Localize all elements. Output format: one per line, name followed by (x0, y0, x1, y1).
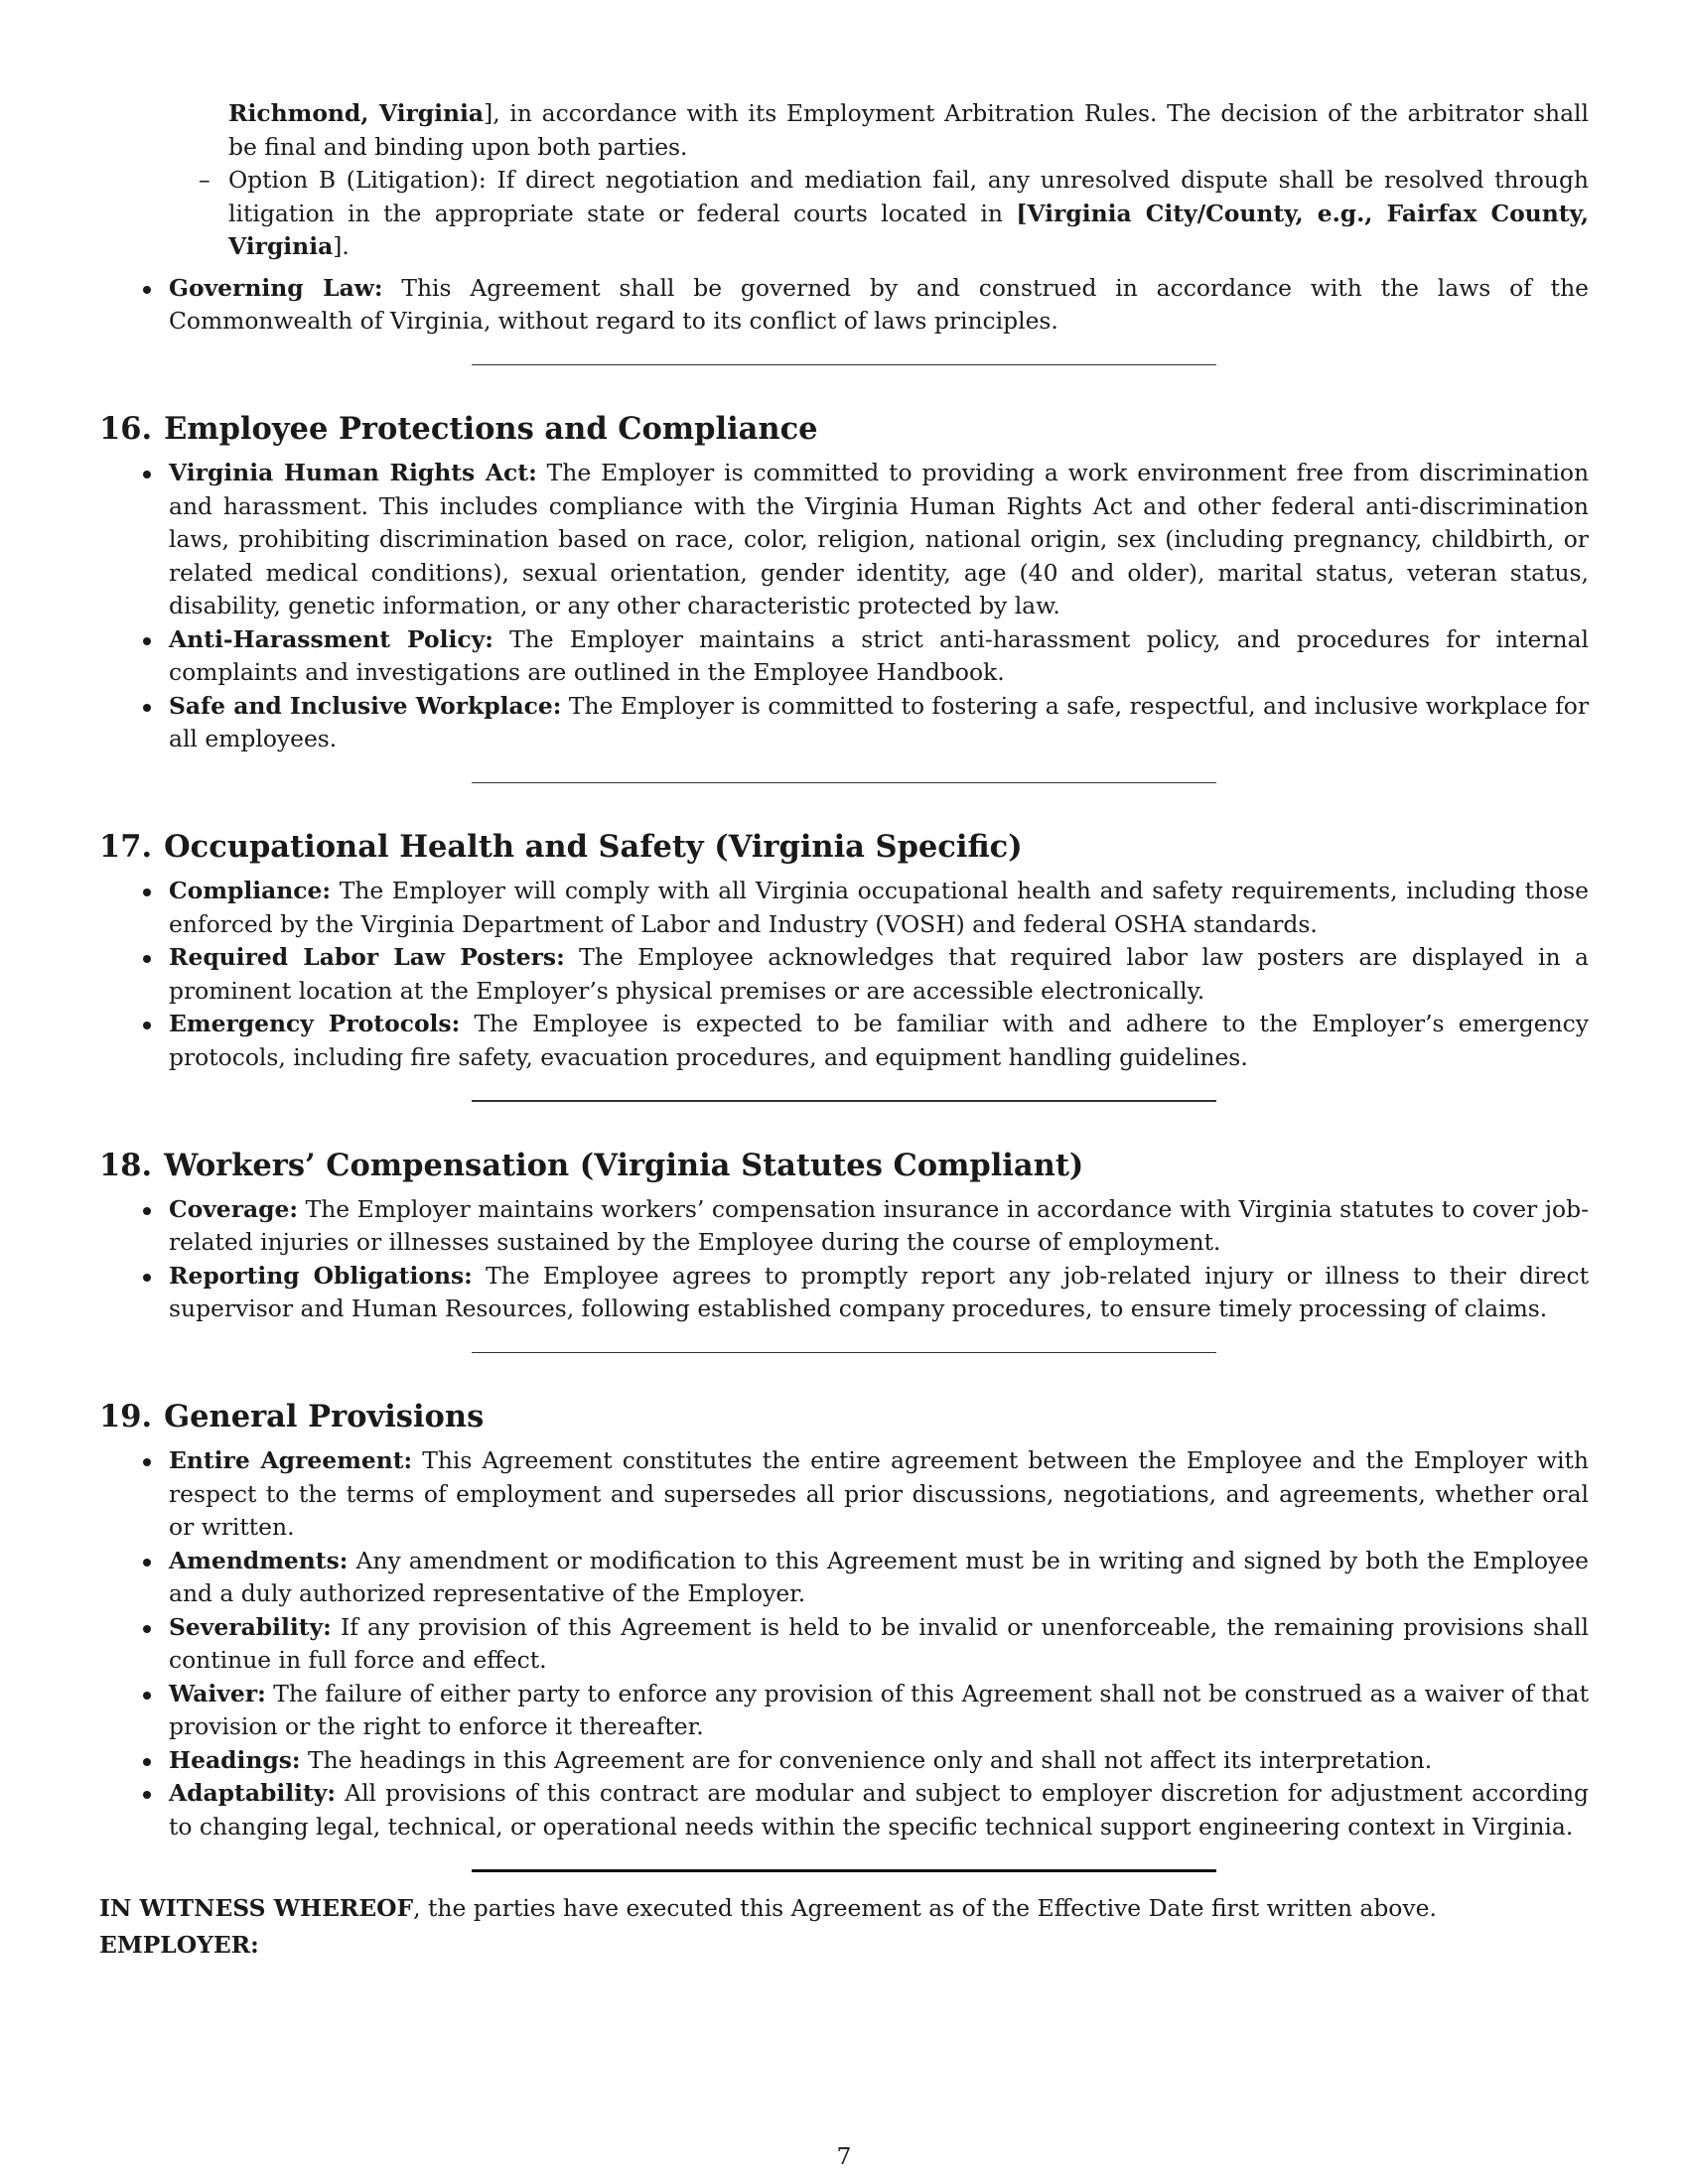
bullet-icon (143, 1274, 151, 1282)
bullet-icon (143, 1022, 151, 1029)
dash-marker: – (199, 166, 211, 194)
section-17-list (99, 875, 1589, 1074)
list-item: Virginia Human Rights Act: The Employer is committed to providing a work environment free from discrimination and harassment. This includes compliance with the Virginia Human Rights Act and other federal anti-discrimination laws, prohibiting discrimination based on race, color, religion, national origin, sex (including pregnancy, childbirth, or related medical conditions), sexual orientation, gender identity, age (40 and older), marital status, veteran status, disability, genetic information, or any other characteristic protected by law. (169, 457, 1589, 623)
page-number: 7 (836, 2142, 852, 2170)
section-heading-16: 16. Employee Protections and Compliance (99, 411, 818, 447)
list-item: Amendments: Any amendment or modification to this Agreement must be in writing and signed by both the Employee and a duly authorized representative of the Employer. (169, 1545, 1589, 1611)
governing-law-item (169, 272, 1589, 339)
list-item: Adaptability: All provisions of this contract are modular and subject to employer discretion for adjustment according to changing legal, technical, or operational needs within the specific technical support engineering context in Virginia. (169, 1777, 1589, 1843)
section-19-list (99, 1444, 1589, 1843)
employer-label: EMPLOYER: (99, 1931, 259, 1959)
section-heading-19: 19. General Provisions (99, 1399, 485, 1434)
list-item: Anti-Harassment Policy: The Employer maintains a strict anti-harassment policy, and procedures for internal complaints and investigations are outlined in the Employee Handbook. (169, 623, 1589, 690)
governing-law-list (99, 272, 1589, 339)
list-item: Severability: If any provision of this Agreement is held to be invalid or unenforceable, the remaining provisions shall continue in full force and effect. (169, 1611, 1589, 1678)
witness-statement (99, 1892, 1589, 1926)
witness-text: , the parties have executed this Agreement as of the Effective Date first written above. (413, 1893, 1437, 1922)
bullet-icon (143, 888, 151, 896)
option-a-text: ], in accordance with its Employment Arbitration Rules. The decision of the arbitrator shall be final and binding upon both parties. (228, 99, 1589, 161)
section-heading-18: 18. Workers’ Compensation (Virginia Statutes Compliant) (99, 1147, 1084, 1183)
bullet-icon (143, 637, 151, 645)
list-item: Waiver: The failure of either party to enforce any provision of this Agreement shall not be construed as a waiver of that provision or the right to enforce it thereafter. (169, 1678, 1589, 1744)
bullet-icon (143, 1207, 151, 1215)
option-b-end: ]. (333, 232, 350, 260)
list-item: Required Labor Law Posters: The Employee acknowledges that required labor law posters are displayed in a prominent location at the Employer’s physical premises or are accessible electronically. (169, 941, 1589, 1008)
governing-law-label: Governing Law: (169, 273, 383, 302)
bullet-icon (143, 955, 151, 963)
option-a-continuation (99, 97, 1589, 164)
list-item: Compliance: The Employer will comply with all Virginia occupational health and safety requirements, including those enforced by the Virginia Department of Labor and Industry (VOSH) and federal OSHA standards. (169, 875, 1589, 941)
document-page (99, 97, 1589, 1963)
section-16-list (99, 457, 1589, 756)
bullet-icon (143, 1625, 151, 1633)
governing-law-text: This Agreement shall be governed by and construed in accordance with the laws of the Commonwealth of Virginia, without regard to its conflict of laws principles. (169, 273, 1589, 335)
option-b-item (199, 164, 1589, 264)
list-item: Reporting Obligations: The Employee agrees to promptly report any job-related injury or illness to their direct supervisor and Human Resources, following established company procedures, to ensure timely processing of claims. (169, 1260, 1589, 1326)
bullet-icon (143, 1692, 151, 1700)
option-b-text: Option B (Litigation): If direct negotiation and mediation fail, any unresolved dispute shall be resolved through litigation in the appropriate state or federal courts located in (228, 166, 1589, 227)
list-item: Coverage: The Employer maintains workers’ compensation insurance in accordance with Virginia statutes to cover job-related injuries or illnesses sustained by the Employee during the course of employment. (169, 1193, 1589, 1260)
bullet-icon (143, 471, 151, 478)
bullet-icon (143, 1791, 151, 1799)
option-list (99, 164, 1589, 264)
witness-bold: IN WITNESS WHEREOF (99, 1893, 414, 1922)
section-18-list (99, 1193, 1589, 1326)
bullet-icon (143, 1559, 151, 1567)
bullet-icon (143, 704, 151, 712)
list-item: Headings: The headings in this Agreement are for convenience only and shall not affect its interpretation. (169, 1744, 1589, 1778)
list-item: Safe and Inclusive Workplace: The Employer is committed to fostering a safe, respectful, and inclusive workplace for all employees. (169, 690, 1589, 756)
option-b-venue: [Virginia City/County, e.g., Fairfax County, Virginia (228, 199, 1589, 260)
bullet-icon (143, 1458, 151, 1466)
bullet-icon (143, 286, 151, 294)
list-item: Entire Agreement: This Agreement constitutes the entire agreement between the Employee and the Employer with respect to the terms of employment and supersedes all prior discussions, negotiations, and agreements, whether oral or written. (169, 1444, 1589, 1545)
section-heading-17: 17. Occupational Health and Safety (Virginia Specific) (99, 829, 1023, 865)
option-a-city: Richmond, Virginia (228, 99, 485, 127)
list-item: Emergency Protocols: The Employee is expected to be familiar with and adhere to the Employer’s emergency protocols, including fire safety, evacuation procedures, and equipment handling guidelines. (169, 1008, 1589, 1074)
bullet-icon (143, 1758, 151, 1766)
